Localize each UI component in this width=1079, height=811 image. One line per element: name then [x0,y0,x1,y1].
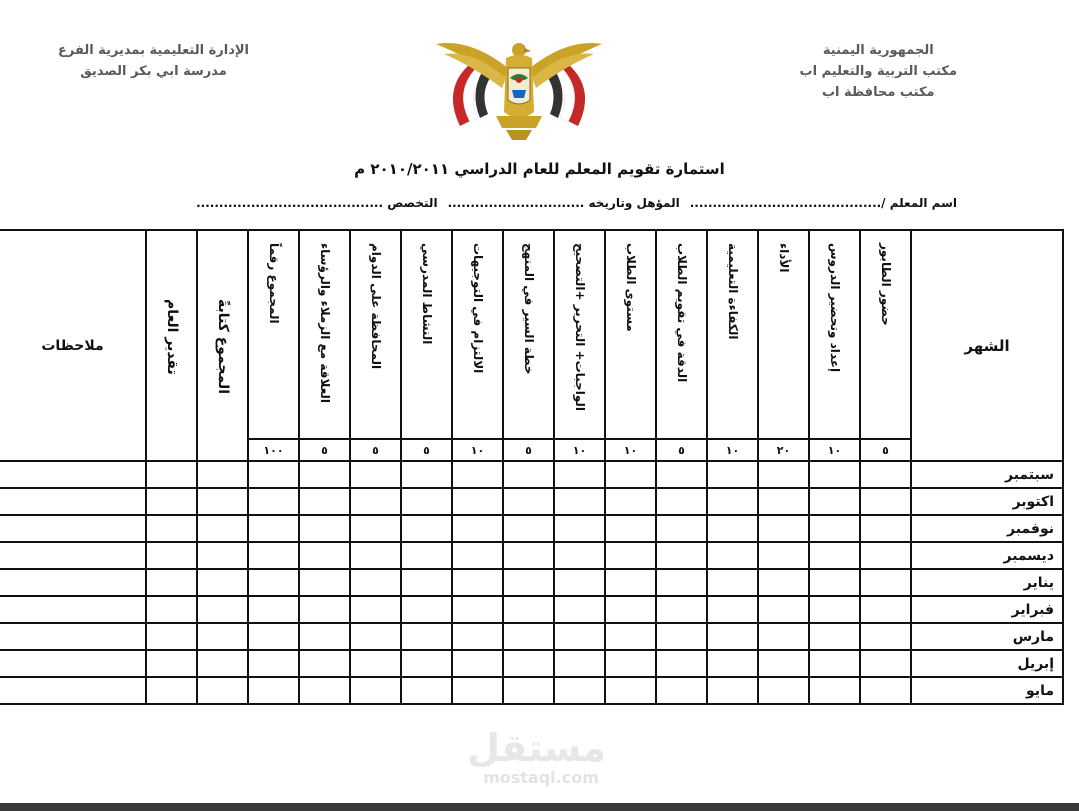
grade-cell[interactable] [401,461,452,488]
grade-cell[interactable] [197,569,248,596]
month-row [0,569,1063,596]
grade-cell[interactable] [860,623,911,650]
criterion-label: المحافظة على الدوام [369,243,384,370]
grade-cell[interactable] [809,569,860,596]
grade-cell[interactable] [401,677,452,704]
grade-cell[interactable] [452,515,503,542]
criterion-max-score: ٥ [299,439,350,461]
month-row [0,461,1063,488]
grade-cell[interactable] [248,677,299,704]
grade-cell[interactable] [809,488,860,515]
months-body [0,461,1063,704]
criterion-label: الدقة في تقويم الطلاب [675,243,690,383]
criteria-header-row [0,230,1063,439]
grade-cell[interactable] [860,488,911,515]
grade-cell[interactable] [299,488,350,515]
grade-cell[interactable] [503,488,554,515]
grade-cell[interactable] [860,542,911,569]
grade-cell[interactable] [299,623,350,650]
criterion-header [452,230,503,439]
grade-cell[interactable] [554,461,605,488]
grade-cell[interactable] [860,596,911,623]
criterion-header [707,230,758,439]
grade-cell[interactable] [554,650,605,677]
criterion-max-score: ٥ [350,439,401,461]
grade-cell[interactable] [401,542,452,569]
grade-cell[interactable] [503,542,554,569]
grade-cell[interactable] [554,623,605,650]
form-title: استمارة تقويم المعلم للعام الدراسي ٢٠١٠/٢٠١١ م [354,160,725,178]
header-governorate-office: مكتب محافظة اب [821,85,935,100]
grade-cell[interactable] [146,596,197,623]
month-label: اكتوبر [911,488,1063,515]
grade-cell[interactable] [146,569,197,596]
grade-cell[interactable] [197,515,248,542]
grade-cell[interactable] [299,677,350,704]
grade-cell[interactable] [197,542,248,569]
grade-cell[interactable] [350,461,401,488]
grade-cell[interactable] [0,596,146,623]
grade-cell[interactable] [605,650,656,677]
criterion-label: الأداء [777,243,792,273]
grade-cell[interactable] [758,569,809,596]
grade-cell[interactable] [197,461,248,488]
grade-cell[interactable] [809,596,860,623]
grade-cell[interactable] [809,623,860,650]
grade-cell[interactable] [197,596,248,623]
criterion-header [758,230,809,439]
evaluation-table [0,229,1064,705]
criterion-header [401,230,452,439]
grade-cell[interactable] [0,623,146,650]
grade-cell[interactable] [197,677,248,704]
criterion-max-score: ٥ [503,439,554,461]
grade-cell[interactable] [707,488,758,515]
grade-cell[interactable] [248,515,299,542]
month-row [0,623,1063,650]
grade-cell[interactable] [503,623,554,650]
grade-cell[interactable] [707,569,758,596]
grade-cell[interactable] [452,569,503,596]
criterion-header [605,230,656,439]
criterion-max-score: ١٠ [809,439,860,461]
grade-cell[interactable] [197,623,248,650]
grade-cell[interactable] [350,488,401,515]
grade-cell[interactable] [350,650,401,677]
criterion-max-score: ٥ [860,439,911,461]
teacher-name-field[interactable]: اسم المعلم /.......................................... [689,196,957,210]
grade-cell[interactable] [299,650,350,677]
grade-cell[interactable] [656,542,707,569]
grade-cell[interactable] [554,569,605,596]
grade-cell[interactable] [656,515,707,542]
grade-cell[interactable] [605,542,656,569]
header-school-name: مدرسة ابي بكر الصديق [80,64,227,79]
grade-cell[interactable] [146,542,197,569]
grade-cell[interactable] [350,677,401,704]
month-label: مايو [911,677,1063,704]
grade-cell[interactable] [146,623,197,650]
grade-cell[interactable] [758,596,809,623]
criterion-header [248,230,299,439]
grade-cell[interactable] [809,461,860,488]
criterion-label: النشاط المدرسي [420,243,435,345]
criterion-max-score: ١٠٠ [248,439,299,461]
month-row [0,515,1063,542]
grade-cell[interactable] [809,650,860,677]
grade-cell[interactable] [503,650,554,677]
grade-cell[interactable] [860,569,911,596]
criterion-label: المجموع رقماً [267,243,282,324]
grade-cell[interactable] [350,569,401,596]
month-row [0,542,1063,569]
grade-cell[interactable] [809,515,860,542]
yemen-eagle-emblem-icon [430,34,608,142]
month-label: مارس [911,623,1063,650]
grade-cell[interactable] [452,461,503,488]
grade-cell[interactable] [605,488,656,515]
grade-cell[interactable] [554,542,605,569]
grade-cell[interactable] [350,596,401,623]
criterion-header [554,230,605,439]
grade-cell[interactable] [248,623,299,650]
criterion-label: خطة السير في المنهج [522,243,537,375]
criterion-label: حضور الطابور [879,243,894,326]
grade-cell[interactable] [707,596,758,623]
criterion-max-score: ١٠ [707,439,758,461]
grade-cell[interactable] [0,515,146,542]
grade-cell[interactable] [452,650,503,677]
grade-cell[interactable] [809,542,860,569]
grade-cell[interactable] [452,677,503,704]
grade-cell[interactable] [0,650,146,677]
grade-cell[interactable] [146,515,197,542]
month-label: سبتمبر [911,461,1063,488]
month-label: يناير [911,569,1063,596]
grade-cell[interactable] [707,623,758,650]
grade-cell[interactable] [401,488,452,515]
grade-cell[interactable] [452,623,503,650]
grade-cell[interactable] [248,596,299,623]
grade-cell[interactable] [860,515,911,542]
grade-cell[interactable] [248,542,299,569]
criterion-max-score: ١٠ [554,439,605,461]
grade-cell[interactable] [350,542,401,569]
grade-cell[interactable] [350,515,401,542]
header-ministry [800,40,957,103]
notes-header: ملاحظات [0,230,146,461]
grade-cell[interactable] [758,515,809,542]
grade-cell[interactable] [758,677,809,704]
criterion-max-score: ١٠ [452,439,503,461]
criterion-max-score: ٥ [656,439,707,461]
grade-cell[interactable] [452,542,503,569]
month-label: فبراير [911,596,1063,623]
grade-cell[interactable] [809,677,860,704]
grade-cell[interactable] [401,569,452,596]
grade-cell[interactable] [503,677,554,704]
criterion-header [809,230,860,439]
month-column-header: الشهر [911,230,1063,461]
grade-cell[interactable] [656,677,707,704]
grade-cell[interactable] [146,650,197,677]
grade-cell[interactable] [197,650,248,677]
total-written-header: المجموع كتابةً [197,230,248,461]
criterion-max-score: ٢٠ [758,439,809,461]
grade-cell[interactable] [605,461,656,488]
criterion-header [860,230,911,439]
mostaql-watermark: مستقل mostaql.com [467,726,606,787]
grade-cell[interactable] [656,461,707,488]
criterion-header [350,230,401,439]
qualification-field[interactable]: المؤهل وتاريخه .............................. [447,196,680,210]
grade-cell[interactable] [299,461,350,488]
grade-cell[interactable] [0,569,146,596]
header-district-admin: الإدارة التعليمية بمديرية الفرع [58,43,250,58]
grade-cell[interactable] [248,569,299,596]
month-row [0,677,1063,704]
grade-cell[interactable] [299,596,350,623]
criterion-label: العلاقة مع الزملاء والرؤساء [318,243,333,404]
grade-cell[interactable] [656,488,707,515]
grade-cell[interactable] [299,569,350,596]
grade-cell[interactable] [656,596,707,623]
grade-cell[interactable] [656,623,707,650]
grade-cell[interactable] [452,596,503,623]
grade-cell[interactable] [350,623,401,650]
grade-cell[interactable] [299,515,350,542]
criterion-label: الواجبات+ التحرير +التصحيح [573,243,588,411]
grade-cell[interactable] [503,461,554,488]
general-grade-header: تقدير العام [146,230,197,461]
criterion-label: مستوى الطلاب [624,243,639,332]
criterion-header [656,230,707,439]
grade-cell[interactable] [758,623,809,650]
grade-cell[interactable] [707,650,758,677]
grade-cell[interactable] [758,542,809,569]
criterion-label: الكفاءة التعليمية [726,243,741,340]
grade-cell[interactable] [146,461,197,488]
grade-cell[interactable] [248,650,299,677]
criterion-label: إعداد وتحضير الدروس [828,243,843,373]
grade-cell[interactable] [707,461,758,488]
month-row [0,596,1063,623]
grade-cell[interactable] [707,515,758,542]
grade-cell[interactable] [605,596,656,623]
criterion-header [503,230,554,439]
grade-cell[interactable] [401,650,452,677]
grade-cell[interactable] [503,569,554,596]
grade-cell[interactable] [758,650,809,677]
grade-cell[interactable] [401,623,452,650]
grade-cell[interactable] [503,596,554,623]
grade-cell[interactable] [605,569,656,596]
grade-cell[interactable] [758,488,809,515]
grade-cell[interactable] [656,650,707,677]
grade-cell[interactable] [860,461,911,488]
grade-cell[interactable] [299,542,350,569]
month-label: ديسمبر [911,542,1063,569]
grade-cell[interactable] [860,677,911,704]
month-row [0,488,1063,515]
grade-cell[interactable] [860,650,911,677]
grade-cell[interactable] [554,515,605,542]
header-education-office: مكتب التربية والتعليم اب [799,64,957,79]
grade-cell[interactable] [554,488,605,515]
grade-cell[interactable] [605,677,656,704]
teacher-info-fields [196,196,957,210]
grade-cell[interactable] [758,461,809,488]
grade-cell[interactable] [554,596,605,623]
grade-cell[interactable] [0,677,146,704]
criterion-max-score: ١٠ [605,439,656,461]
grade-cell[interactable] [197,488,248,515]
grade-cell[interactable] [707,542,758,569]
grade-cell[interactable] [0,542,146,569]
grade-cell[interactable] [452,488,503,515]
criterion-max-score: ٥ [401,439,452,461]
month-row [0,650,1063,677]
grade-cell[interactable] [554,677,605,704]
grade-cell[interactable] [401,596,452,623]
month-label: إبريل [911,650,1063,677]
grade-cell[interactable] [401,515,452,542]
grade-cell[interactable] [605,623,656,650]
grade-cell[interactable] [248,488,299,515]
grade-cell[interactable] [0,461,146,488]
grade-cell[interactable] [707,677,758,704]
grade-cell[interactable] [146,488,197,515]
criterion-label: الالتزام في التوجيهات [471,243,486,374]
grade-cell[interactable] [605,515,656,542]
month-label: نوفمبر [911,515,1063,542]
criterion-header [299,230,350,439]
grade-cell[interactable] [248,461,299,488]
bottom-edge-strip [0,803,1079,811]
grade-cell[interactable] [0,488,146,515]
header-school [58,40,249,82]
grade-cell[interactable] [503,515,554,542]
specialty-field[interactable]: التخصص ......................................... [196,196,438,210]
grade-cell[interactable] [146,677,197,704]
header-country: الجمهورية اليمنية [822,43,934,58]
grade-cell[interactable] [656,569,707,596]
